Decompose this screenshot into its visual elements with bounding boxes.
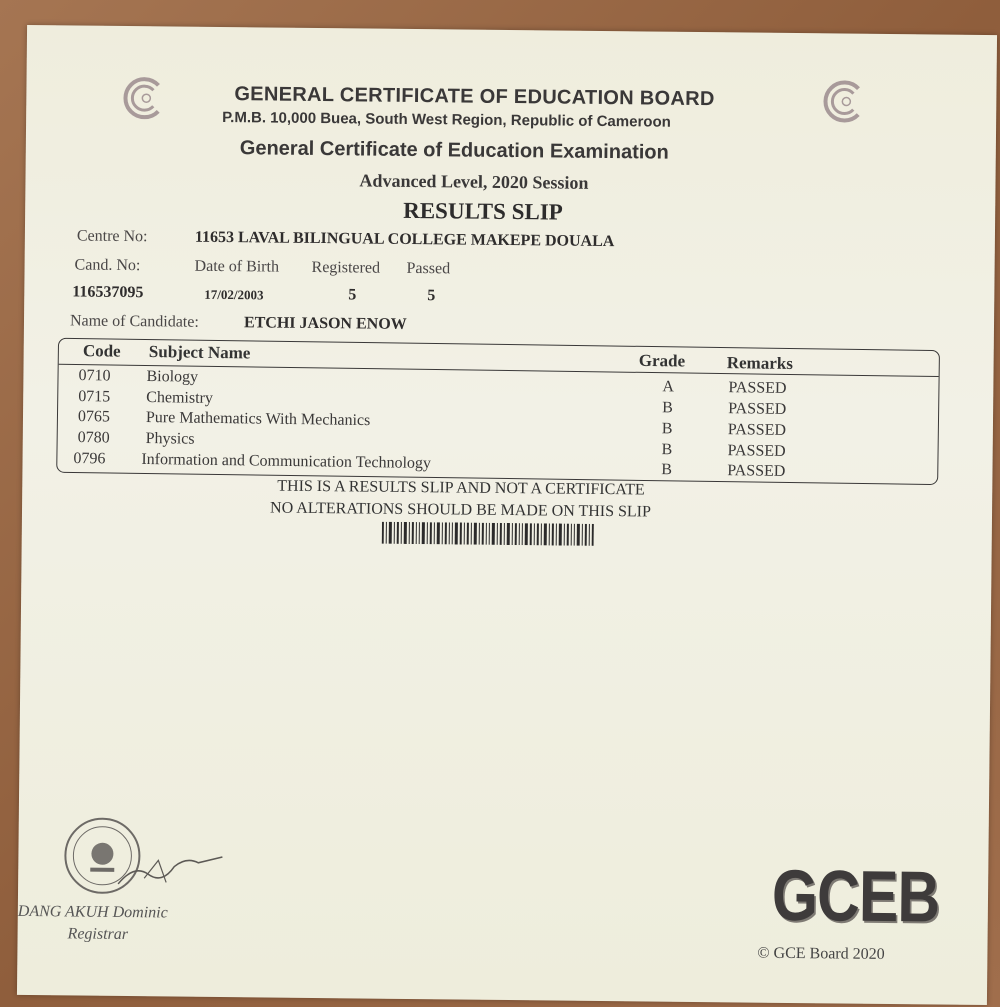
- signature-icon: [114, 844, 224, 893]
- table-row-subject: Information and Communication Technology: [141, 450, 432, 472]
- exam-title: General Certificate of Education Examination: [239, 137, 669, 164]
- table-row-subject: Chemistry: [146, 388, 214, 407]
- col-header-subject: Subject Name: [148, 342, 251, 363]
- results-table: [56, 338, 940, 485]
- col-header-code: Code: [82, 341, 121, 361]
- gceb-brand-logo: GCEB: [771, 855, 940, 938]
- table-row-remarks: PASSED: [727, 442, 786, 460]
- cand-no-label: Cand. No:: [74, 256, 141, 275]
- table-row-code: 0796: [73, 449, 106, 468]
- notice-no-alterations: NO ALTERATIONS SHOULD BE MADE ON THIS SLIP: [269, 499, 652, 521]
- table-row-remarks: PASSED: [727, 421, 787, 439]
- table-row-remarks: PASSED: [727, 462, 786, 480]
- notice-not-certificate: THIS IS A RESULTS SLIP AND NOT A CERTIFICATE: [277, 477, 645, 499]
- barcode-icon: [382, 522, 594, 546]
- registrar-name: DANG AKUH Dominic: [17, 902, 168, 922]
- table-row-subject: Pure Mathematics With Mechanics: [145, 408, 371, 430]
- centre-value: 11653 LAVAL BILINGUAL COLLEGE MAKEPE DOUALA: [194, 228, 615, 251]
- cand-no-value: 116537095: [72, 283, 144, 302]
- copyright-text: © GCE Board 2020: [757, 944, 885, 963]
- board-title: GENERAL CERTIFICATE OF EDUCATION BOARD: [234, 83, 715, 111]
- results-slip-document: [17, 25, 997, 1005]
- col-header-remarks: Remarks: [726, 353, 794, 374]
- registered-value: 5: [348, 286, 357, 304]
- table-row-code: 0780: [77, 429, 110, 447]
- passed-value: 5: [427, 287, 436, 305]
- table-row-subject: Physics: [145, 429, 195, 448]
- table-row-code: 0715: [78, 388, 111, 406]
- dob-label: Date of Birth: [194, 257, 280, 276]
- registered-label: Registered: [311, 258, 381, 277]
- table-row-code: 0710: [78, 367, 111, 385]
- centre-label: Centre No:: [76, 227, 148, 246]
- results-slip-title: RESULTS SLIP: [403, 197, 563, 225]
- table-row-grade: A: [662, 378, 675, 396]
- passed-label: Passed: [406, 259, 451, 278]
- table-row-remarks: PASSED: [728, 400, 787, 418]
- table-row-grade: B: [661, 420, 673, 438]
- session-title: Advanced Level, 2020 Session: [359, 170, 589, 193]
- col-header-grade: Grade: [638, 350, 686, 371]
- table-row-grade: B: [662, 399, 673, 417]
- table-row-code: 0765: [77, 408, 111, 426]
- candidate-name-value: ETCHI JASON ENOW: [243, 314, 407, 333]
- table-row-subject: Biology: [146, 367, 199, 386]
- gce-board-logo-icon: [822, 79, 866, 123]
- table-row-grade: B: [661, 441, 673, 459]
- table-row-remarks: PASSED: [728, 379, 787, 397]
- gce-board-logo-icon: [122, 76, 166, 120]
- board-address: P.M.B. 10,000 Buea, South West Region, Republic of Cameroon: [222, 108, 671, 131]
- registrar-title: Registrar: [67, 925, 129, 944]
- dob-value: 17/02/2003: [204, 286, 264, 303]
- candidate-name-label: Name of Candidate:: [69, 312, 199, 331]
- table-row-grade: B: [661, 461, 673, 479]
